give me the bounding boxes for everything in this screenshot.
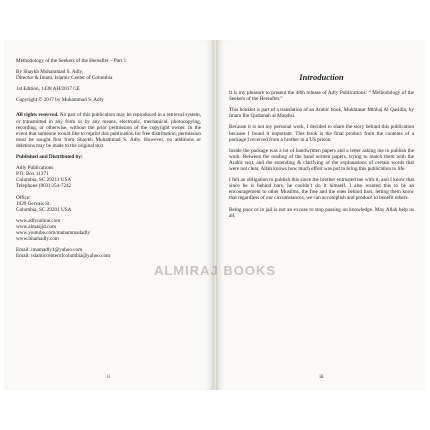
publisher-line: Telephone (803) 254-7242	[16, 183, 72, 190]
edition-block	[16, 86, 201, 92]
email-block	[16, 247, 201, 259]
intro-paragraph: Inside the package was a lot of handwritten papers and a letter asking me to publish the work. Between the reading of the hand written papers, trying to match them with the Arabic text, and the extending & clarifying of the explanations of certain words that were not clear, Allah knows how much effort was put to bring this publication to life.	[229, 147, 414, 173]
office-line: 1929 Gervais St.	[16, 200, 51, 207]
published-heading: Published and Distributed by:	[16, 154, 83, 161]
page-number-left: ii	[107, 375, 110, 380]
publisher-block	[16, 165, 201, 189]
publisher-line: P.O. Box 11371	[16, 171, 49, 178]
right-page-content	[229, 58, 414, 224]
book-spread	[4, 40, 426, 390]
email-line: Email: islamiccenterofcolumbia@yahoo.com	[16, 253, 111, 260]
intro-paragraph: Being poor or in jail is not an excuse to stop passing on knowledge. May Allah help us all.	[229, 206, 414, 219]
web-link: www.youtube.com/muhammadadly	[16, 229, 91, 236]
office-block	[16, 195, 201, 213]
rights-text: No part of this publication may be reproduced in a retrieval system, or transmitted in any form or by any means, electronic, mechanical, photocopying, recording, or otherwise, without the prior permission of the copyright owner. In the event that someone would like to reprint this publication for free distribution, permission must be sought first from Shaykh Muhammad S. Adly. However, no additions or deletions may be made to the original text.	[16, 112, 202, 149]
publisher-line: Adly Publications	[16, 165, 54, 172]
author-title: Director & Imam, Islamic Center of Columbia	[16, 75, 113, 82]
web-link: www.imamadly.com	[16, 236, 59, 243]
author-line: By Shaykh Muhammad S. Adly,	[16, 69, 84, 76]
web-block	[16, 218, 201, 242]
page-number-right: iii	[319, 375, 324, 380]
publisher-line: Columbia, SC 29211 USA	[16, 177, 72, 184]
copyright: Copyright © 2017 by Muhammad S. Adly	[16, 97, 104, 104]
rights-notice	[16, 112, 201, 149]
office-label: Office:	[16, 194, 31, 201]
web-link: www.almasjid.com	[16, 223, 57, 230]
intro-paragraph: I felt an obligation to publish this since the brother entrusted me with it, and I know that since he is behind bars, he couldn’t do it himself. I also wanted this to be an encouragement to other Muslims, the free and the ones behind bars, letting them know that regardless of our circumstances, we can accomplish and produce to benefit others.	[229, 177, 414, 202]
right-page	[217, 40, 426, 390]
author-block	[16, 69, 201, 81]
book-title: Methodology of the Seekers of the Hereafter – Part 1	[16, 58, 127, 64]
left-page	[4, 40, 213, 390]
edition: 1st Edition, 1438 AH/2017 CE	[16, 86, 80, 93]
introduction-heading: Introduction	[299, 72, 344, 82]
intro-paragraph: Because it is not my personal work, I decided to share the story behind this publication because I found it important. This book is the final product from the contents of a package I received from a brother in a US prison.	[229, 124, 414, 143]
email-line: Email: imamadly1@yahoo.com	[16, 247, 83, 254]
web-link: www.adlyonline.com	[16, 217, 61, 224]
store-watermark: ALMIRAJ BOOKS	[153, 263, 277, 278]
intro-paragraph: It is my pleasure to present the 48th release of Adly Publications: “ Methodology of the Seekers of the Hereafter.”	[229, 90, 414, 103]
intro-paragraph: This booklet is part of a translation of an Arabic book, Mukhtasar Minhaj Al Qasidin, by Imam Ibn Qudamah al Maqdisi.	[229, 107, 414, 120]
rights-bold: All rights reserved.	[16, 112, 59, 119]
office-line: Columbia, SC 29201 USA	[16, 206, 72, 213]
left-page-content	[16, 58, 201, 264]
